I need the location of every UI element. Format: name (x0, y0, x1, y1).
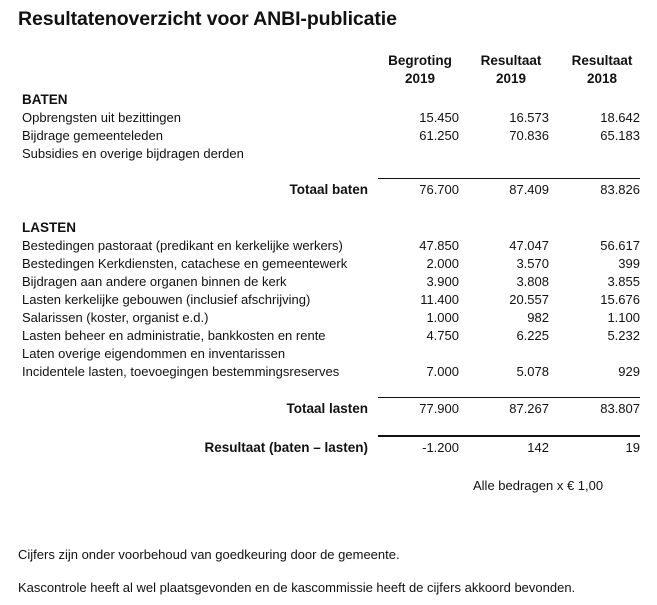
total-value: 77.900 (419, 401, 459, 416)
divider-line (378, 397, 640, 398)
amounts-note: Alle bedragen x € 1,00 (473, 478, 604, 493)
divider-line (378, 178, 640, 179)
cell-value: 5.078 (516, 364, 549, 379)
cell-value: 16.573 (509, 110, 549, 125)
cell-value: 47.850 (419, 238, 459, 253)
row-label: Subsidies en overige bijdragen derden (22, 146, 244, 161)
cell-value: 20.557 (509, 292, 549, 307)
cell-value: 6.225 (516, 328, 549, 343)
row-label: Bestedingen Kerkdiensten, catachese en gemeentewerk (22, 256, 348, 271)
footnote: Cijfers zijn onder voorbehoud van goedkeuring door de gemeente. (18, 547, 400, 562)
column-header-resultaat-2018 (562, 52, 642, 88)
cell-value: 47.047 (509, 238, 549, 253)
row-label: Lasten kerkelijke gebouwen (inclusief afschrijving) (22, 292, 311, 307)
row-label: Salarissen (koster, organist e.d.) (22, 310, 209, 325)
column-header-resultaat-2019 (471, 52, 551, 88)
column-header-line1: Begroting (388, 53, 452, 68)
column-header-line2: 2018 (586, 71, 618, 86)
cell-value: 11.400 (420, 292, 459, 307)
column-header-line1: Resultaat (571, 53, 633, 68)
cell-value: 3.855 (607, 274, 640, 289)
total-value: 76.700 (419, 182, 459, 197)
cell-value: 65.183 (600, 128, 640, 143)
cell-value: 3.900 (426, 274, 459, 289)
total-value: 87.267 (509, 401, 549, 416)
resultaat-value: 142 (527, 440, 549, 455)
cell-value: 982 (527, 310, 549, 325)
cell-value: 15.676 (600, 292, 640, 307)
row-label: Incidentele lasten, toevoegingen bestemmingsreserves (22, 364, 340, 379)
total-baten-label: Totaal baten (289, 182, 368, 197)
cell-value: 3.570 (516, 256, 549, 271)
cell-value: 2.000 (426, 256, 459, 271)
row-label: Laten overige eigendommen en inventarissen (22, 346, 286, 361)
divider-line-thick (378, 435, 640, 437)
cell-value: 5.232 (607, 328, 640, 343)
section-heading-baten: BATEN (22, 92, 68, 107)
row-label: Bijdragen aan andere organen binnen de kerk (22, 274, 287, 289)
cell-value: 399 (618, 256, 640, 271)
cell-value: 15.450 (419, 110, 459, 125)
row-label: Opbrengsten uit bezittingen (22, 110, 181, 125)
cell-value: 56.617 (600, 238, 640, 253)
column-header-line2: 2019 (495, 71, 527, 86)
total-value: 83.826 (600, 182, 640, 197)
cell-value: 3.808 (516, 274, 549, 289)
page-title: Resultatenoverzicht voor ANBI-publicatie (18, 8, 397, 30)
column-header-line1: Resultaat (480, 53, 542, 68)
resultaat-value: -1.200 (422, 440, 459, 455)
row-label: Bestedingen pastoraat (predikant en kerkelijke werkers) (22, 238, 343, 253)
cell-value: 929 (618, 364, 640, 379)
footnote: Kascontrole heeft al wel plaatsgevonden en de kascommissie heeft de cijfers akkoord bevonden. (18, 580, 576, 595)
row-label: Lasten beheer en administratie, bankkosten en rente (22, 328, 326, 343)
cell-value: 4.750 (426, 328, 459, 343)
cell-value: 1.000 (426, 310, 459, 325)
cell-value: 7.000 (426, 364, 459, 379)
cell-value: 70.836 (509, 128, 549, 143)
resultaat-label: Resultaat (baten – lasten) (204, 440, 368, 455)
total-lasten-label: Totaal lasten (286, 401, 368, 416)
section-heading-lasten: LASTEN (22, 220, 76, 235)
row-label: Bijdrage gemeenteleden (22, 128, 163, 143)
total-value: 83.807 (600, 401, 640, 416)
resultaat-value: 19 (625, 440, 640, 455)
cell-value: 1.100 (607, 310, 640, 325)
cell-value: 61.250 (419, 128, 459, 143)
column-header-line2: 2019 (404, 71, 436, 86)
total-value: 87.409 (509, 182, 549, 197)
column-header-begroting-2019 (380, 52, 460, 88)
cell-value: 18.642 (600, 110, 640, 125)
